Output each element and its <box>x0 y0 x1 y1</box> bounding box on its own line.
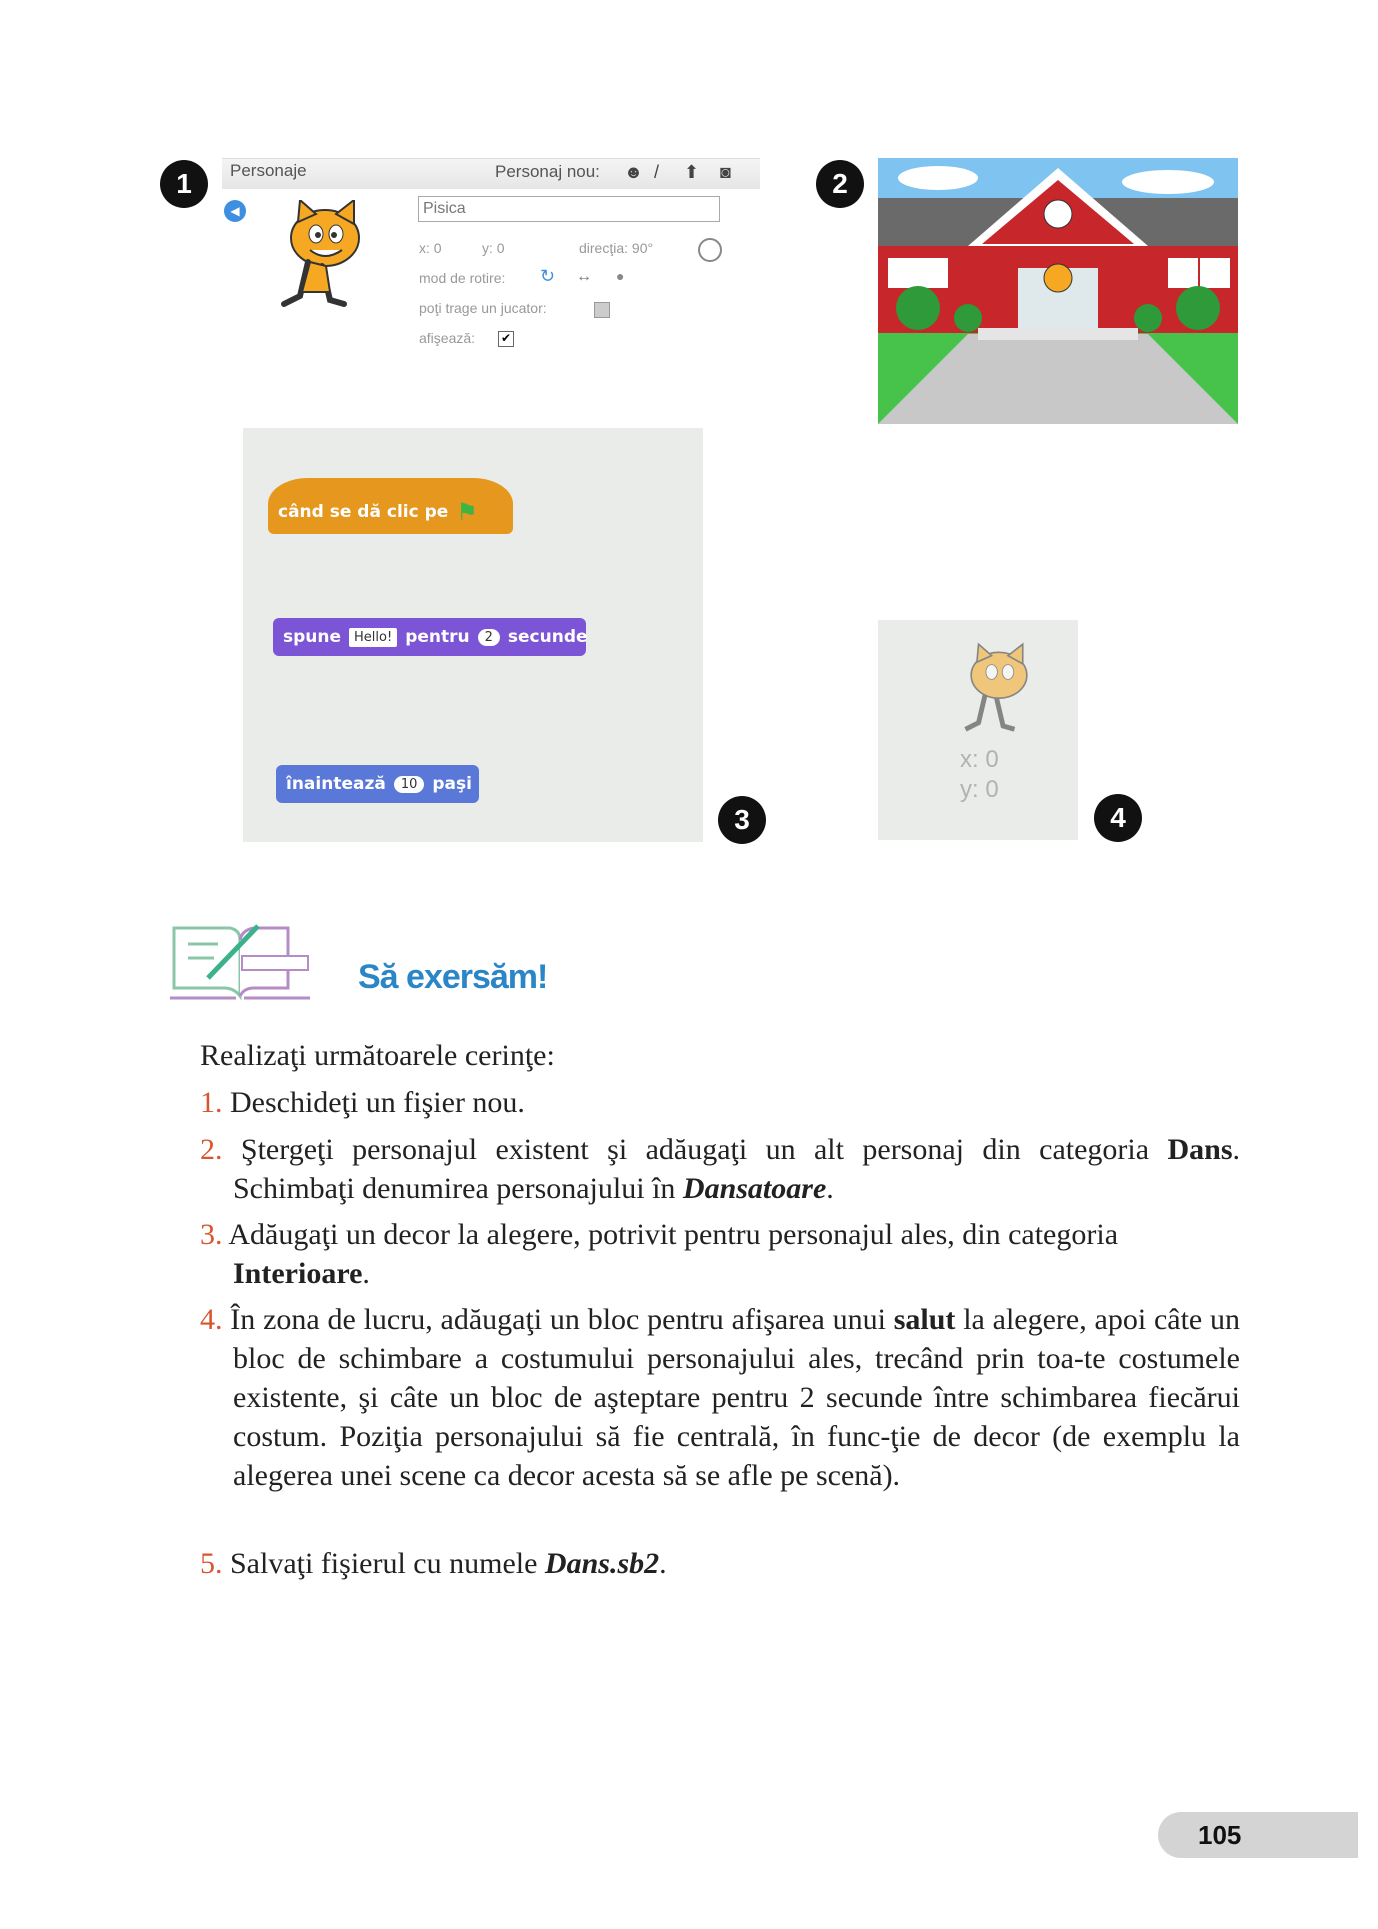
stage-preview <box>878 620 1078 840</box>
exercise-item-2 <box>200 1130 1240 1208</box>
when-flag-clicked-block[interactable] <box>268 478 513 534</box>
rotate-all-around-icon[interactable]: ↻ <box>540 266 556 286</box>
item-number: 2. <box>200 1133 223 1166</box>
direction-dial-icon[interactable] <box>698 238 722 262</box>
item-text: . <box>659 1547 667 1580</box>
faded-cat-sprite <box>954 640 1044 740</box>
cat-sprite-thumbnail <box>270 200 380 312</box>
item-bold-italic: Dans.sb2 <box>544 1547 660 1580</box>
exercise-intro: Realizaţi următoarele cerinţe: <box>200 1039 555 1072</box>
direction-value: direcţia: 90° <box>579 240 654 256</box>
exercise-item-4 <box>200 1300 1240 1495</box>
item-bold: salut <box>893 1303 956 1336</box>
item-bold-italic: Dansatoare <box>682 1172 827 1205</box>
item-text: În zona de lucru, adăugaţi un bloc pentru afişarea unui <box>230 1303 894 1336</box>
camera-icon[interactable]: ◙ <box>720 162 731 182</box>
figure-badge-4: 4 <box>1094 794 1142 842</box>
figure-badge-1: 1 <box>160 160 208 208</box>
exercise-title: Să exersăm! <box>358 958 548 996</box>
stage-x-readout: x: 0 <box>960 746 999 773</box>
stage-y-readout: y: 0 <box>960 776 999 803</box>
item-bold: Interioare <box>233 1257 363 1290</box>
sprites-header <box>222 158 760 189</box>
paint-brush-icon[interactable]: / <box>654 162 660 182</box>
item-text: . <box>826 1172 834 1205</box>
say-unit-label: secunde <box>507 627 588 647</box>
item-text: la alegere, apoi câte un bloc de schimbare a costumului personajului ales, trecând prin toa-te costumele existente, şi câte un bloc de aşteptare pentru 2 secunde între schimbarea fiecărui costum. Poziţia personajului să fie centrală, în func-ţie de decor (de exemplu la alegerea unei scene ca decor acesta să se afle pe scenă). <box>233 1303 1241 1492</box>
say-seconds-input[interactable]: 2 <box>478 629 500 646</box>
back-arrow-icon[interactable]: ◀ <box>224 200 246 222</box>
sprite-name-input[interactable]: Pisica <box>418 196 720 222</box>
item-text: Ştergeţi personajul existent şi adăugaţi un alt personaj din categoria <box>240 1133 1168 1166</box>
page-number: 105 <box>1158 1812 1358 1858</box>
sprites-title: Personaje <box>230 161 307 180</box>
item-text: . Schimbaţi denumirea personajului în <box>233 1133 1241 1205</box>
script-area <box>243 428 703 842</box>
upload-icon[interactable]: ⬆ <box>684 162 700 182</box>
notebook-icon <box>168 918 316 1002</box>
item-text: Deschideţi un fişier nou. <box>230 1086 525 1119</box>
item-number: 3. <box>200 1218 223 1251</box>
item-text: Salvaţi fişierul cu numele <box>230 1547 545 1580</box>
figure-badge-2: 2 <box>816 160 864 208</box>
draggable-checkbox[interactable] <box>594 302 610 318</box>
item-text: Adăugaţi un decor la alegere, potrivit pentru personajul ales, din categoria <box>228 1218 1119 1251</box>
say-message-input[interactable]: Hello! <box>349 628 397 647</box>
show-label: afişează: <box>419 330 476 346</box>
item-number: 4. <box>200 1303 223 1336</box>
exercise-item-5 <box>200 1544 1240 1583</box>
exercise-item-3 <box>200 1215 1240 1293</box>
hat-block-label: când se dă clic pe <box>278 502 449 522</box>
item-number: 1. <box>200 1086 223 1119</box>
draggable-label: poţi trage un jucator: <box>419 300 547 316</box>
item-text: . <box>362 1257 370 1290</box>
new-sprite-label: Personaj nou: <box>495 162 600 181</box>
show-checkbox[interactable]: ✔ <box>498 331 514 347</box>
left-right-icon[interactable]: ↔ <box>576 268 592 285</box>
move-steps-input[interactable]: 10 <box>394 776 425 793</box>
move-keyword: înaintează <box>286 774 386 794</box>
item-number: 5. <box>200 1547 223 1580</box>
green-flag-icon: ⚑ <box>456 498 478 526</box>
exercise-item-1 <box>200 1083 1240 1122</box>
say-for-secs-block[interactable] <box>273 618 586 656</box>
x-position: x: 0 <box>419 240 442 256</box>
item-bold: Dans <box>1167 1133 1233 1166</box>
move-unit-label: paşi <box>432 774 472 794</box>
dont-rotate-icon[interactable]: ● <box>616 268 625 284</box>
say-for-keyword: pentru <box>405 627 470 647</box>
y-position: y: 0 <box>482 240 505 256</box>
rotation-style-label: mod de rotire: <box>419 270 506 286</box>
move-steps-block[interactable] <box>276 765 479 803</box>
school-backdrop-image <box>878 158 1238 424</box>
sprite-library-icon[interactable]: ☻ <box>624 162 643 182</box>
sprite-info-panel <box>222 158 760 358</box>
figure-badge-3: 3 <box>718 796 766 844</box>
say-keyword: spune <box>283 627 342 647</box>
